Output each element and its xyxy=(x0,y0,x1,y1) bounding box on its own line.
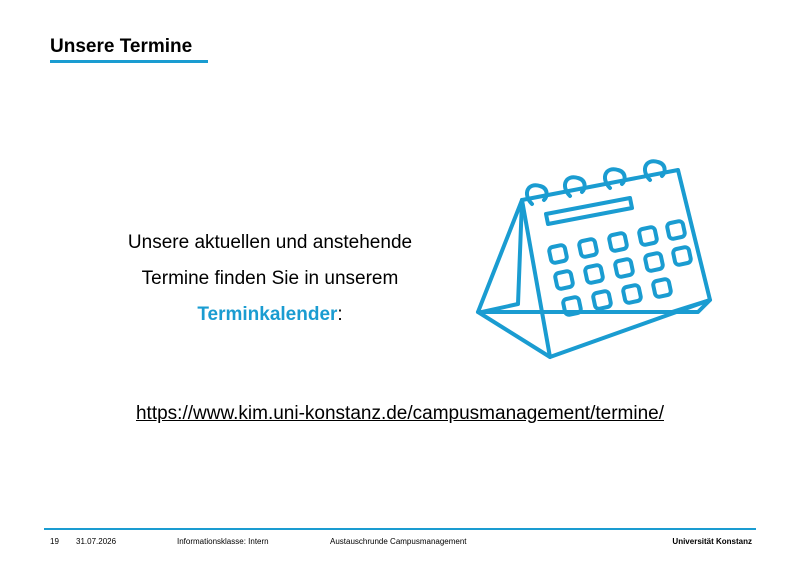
day-cell xyxy=(585,265,604,284)
title-underline xyxy=(50,60,208,63)
day-cell xyxy=(673,247,692,266)
body-line-2: Termine finden Sie in unserem xyxy=(141,268,399,289)
footer-event: Austauschrunde Campusmanagement xyxy=(330,537,467,546)
footer-classification: Informationsklasse: Intern xyxy=(177,537,269,546)
calendar-stand-base xyxy=(478,312,550,357)
day-cell xyxy=(623,285,642,304)
day-cell xyxy=(645,253,664,272)
terminkalender-highlight: Terminkalender xyxy=(197,304,338,325)
day-cell xyxy=(653,279,672,298)
calendar-ring-3 xyxy=(605,169,625,188)
calendar-icon xyxy=(470,152,720,372)
termine-link-container xyxy=(0,402,800,426)
body-suffix: : xyxy=(337,304,343,325)
body-text xyxy=(90,225,450,333)
page-title: Unsere Termine xyxy=(50,36,193,57)
day-cell xyxy=(593,291,612,310)
termine-link[interactable]: https://www.kim.uni-konstanz.de/campusmanagement/termine/ xyxy=(135,403,664,424)
calendar-ring-4 xyxy=(645,161,665,180)
day-cell xyxy=(615,259,634,278)
calendar-header-bar xyxy=(546,198,632,224)
footer-organization: Universität Konstanz xyxy=(672,537,752,546)
day-cell xyxy=(563,297,582,316)
day-cell xyxy=(667,221,686,240)
footer-divider xyxy=(44,528,756,530)
day-cell xyxy=(579,239,598,258)
footer-page-number: 19 xyxy=(50,537,59,546)
day-cell xyxy=(639,227,658,246)
body-line-3 xyxy=(90,297,450,333)
day-cell xyxy=(555,271,574,290)
day-cell xyxy=(549,245,568,264)
body-line-1: Unsere aktuellen und anstehende xyxy=(127,232,413,253)
day-cell xyxy=(609,233,628,252)
footer-date: 31.07.2026 xyxy=(76,537,117,546)
